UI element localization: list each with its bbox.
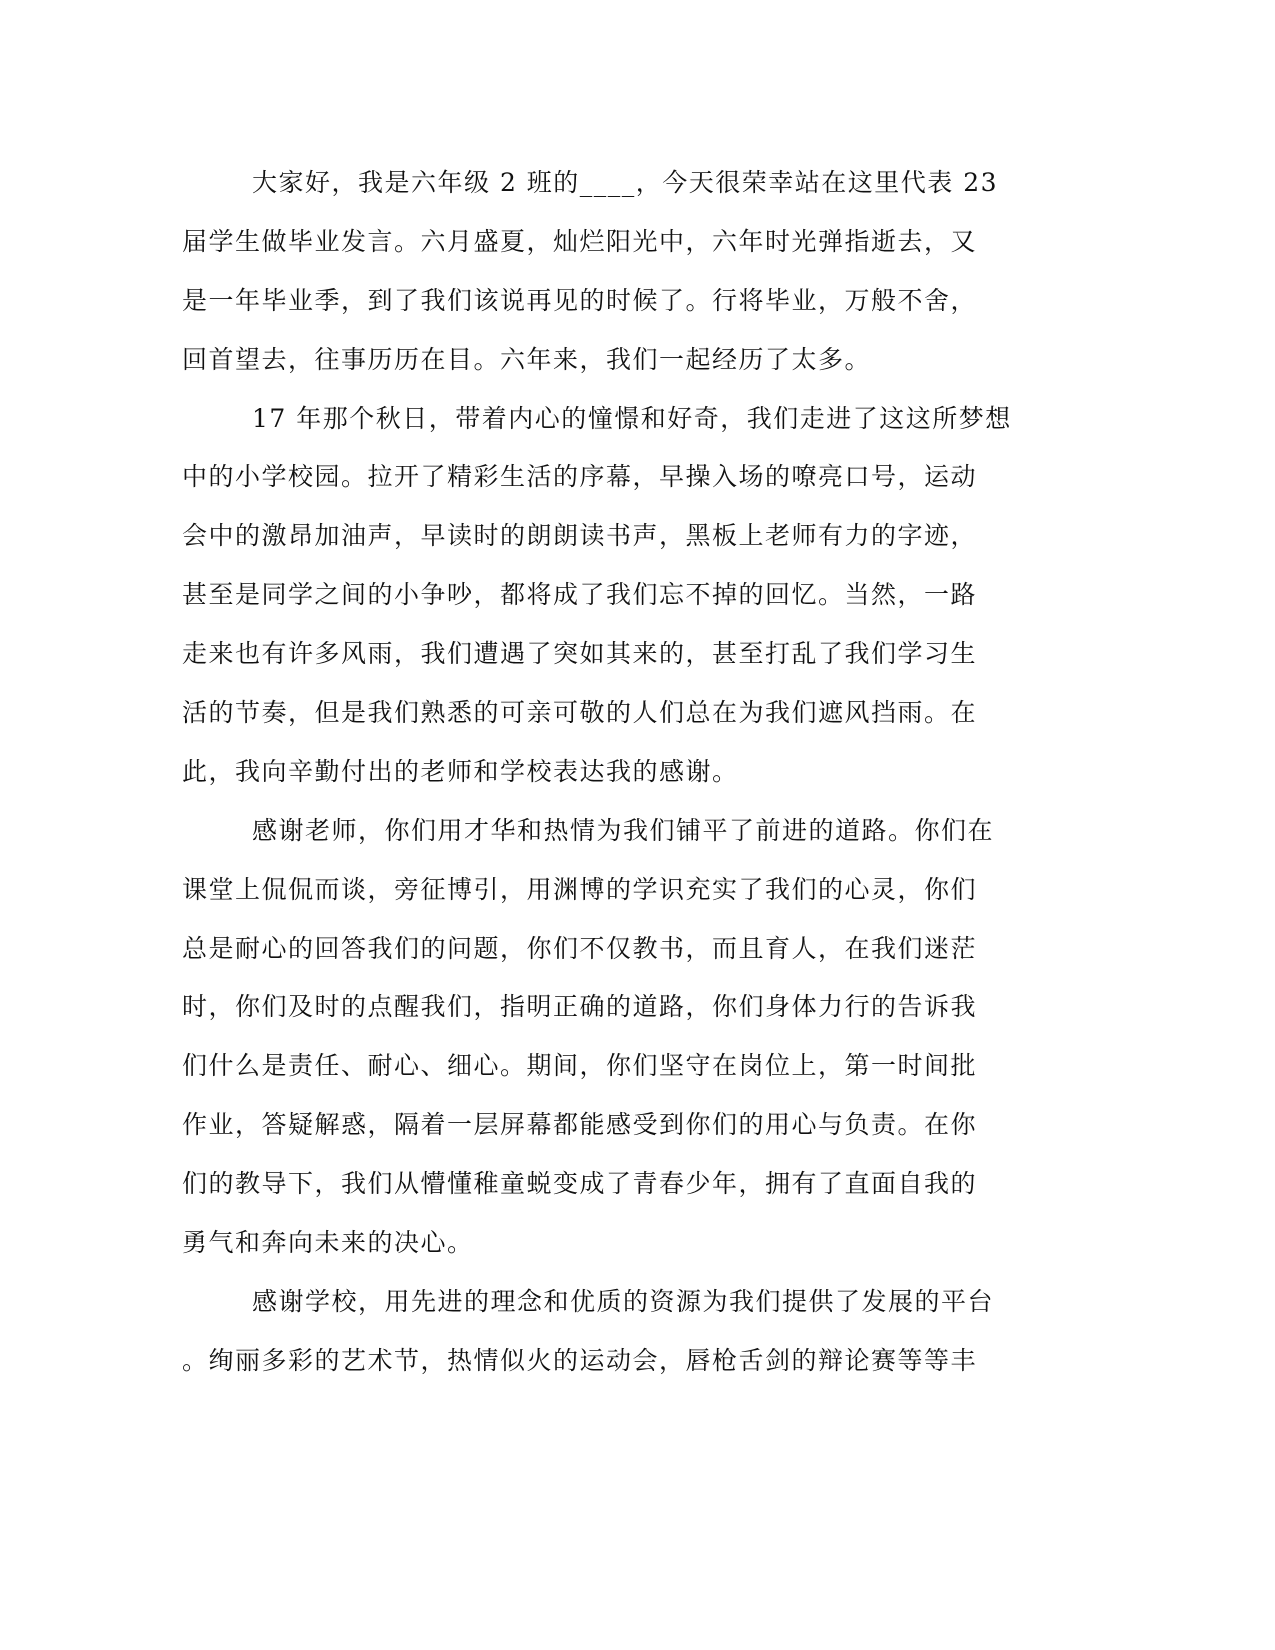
paragraph-line: 作业，答疑解惑，隔着一层屏幕都能感受到你们的用心与负责。在你 [182, 1110, 978, 1140]
paragraph-thank-school [182, 1273, 1032, 1391]
paragraph-line: 届学生做毕业发言。六月盛夏，灿烂阳光中，六年时光弹指逝去，又 [182, 226, 978, 256]
paragraph-line: 勇气和奔向未来的决心。 [182, 1228, 474, 1258]
document-body [182, 154, 1032, 1391]
paragraph-line: 17 年那个秋日，带着内心的憧憬和好奇，我们走进了这这所梦想 [252, 403, 1012, 433]
paragraph-line: 此，我向辛勤付出的老师和学校表达我的感谢。 [182, 756, 739, 786]
paragraph-line: 中的小学校园。拉开了精彩生活的序幕，早操入场的嘹亮口号，运动 [182, 462, 978, 492]
paragraph-line: 时，你们及时的点醒我们，指明正确的道路，你们身体力行的告诉我 [182, 992, 978, 1022]
paragraph-greeting [182, 154, 1032, 390]
paragraph-line: 们的教导下，我们从懵懂稚童蜕变成了青春少年，拥有了直面自我的 [182, 1169, 978, 1199]
paragraph-line: 。绚丽多彩的艺术节，热情似火的运动会，唇枪舌剑的辩论赛等等丰 [182, 1345, 978, 1375]
paragraph-line: 们什么是责任、耐心、细心。期间，你们坚守在岗位上，第一时间批 [182, 1051, 978, 1081]
paragraph-line: 大家好，我是六年级 2 班的____，今天很荣幸站在这里代表 23 [252, 168, 999, 197]
paragraph-line: 是一年毕业季，到了我们该说再见的时候了。行将毕业，万般不舍， [182, 285, 978, 315]
paragraph-line: 总是耐心的回答我们的问题，你们不仅教书，而且育人，在我们迷茫 [182, 933, 978, 963]
paragraph-line: 活的节奏，但是我们熟悉的可亲可敬的人们总在为我们遮风挡雨。在 [182, 698, 978, 728]
paragraph-thank-teachers [182, 802, 1032, 1273]
paragraph-line: 感谢老师，你们用才华和热情为我们铺平了前进的道路。你们在 [252, 815, 995, 845]
paragraph-line: 会中的激昂加油声，早读时的朗朗读书声，黑板上老师有力的字迹， [182, 521, 978, 551]
paragraph-line: 走来也有许多风雨，我们遭遇了突如其来的，甚至打乱了我们学习生 [182, 639, 978, 669]
paragraph-line: 感谢学校，用先进的理念和优质的资源为我们提供了发展的平台 [252, 1286, 995, 1316]
paragraph-line: 回首望去，往事历历在目。六年来，我们一起经历了太多。 [182, 344, 872, 374]
paragraph-line: 甚至是同学之间的小争吵，都将成了我们忘不掉的回忆。当然，一路 [182, 580, 978, 610]
paragraph-memories [182, 390, 1032, 802]
paragraph-line: 课堂上侃侃而谈，旁征博引，用渊博的学识充实了我们的心灵，你们 [182, 874, 978, 904]
